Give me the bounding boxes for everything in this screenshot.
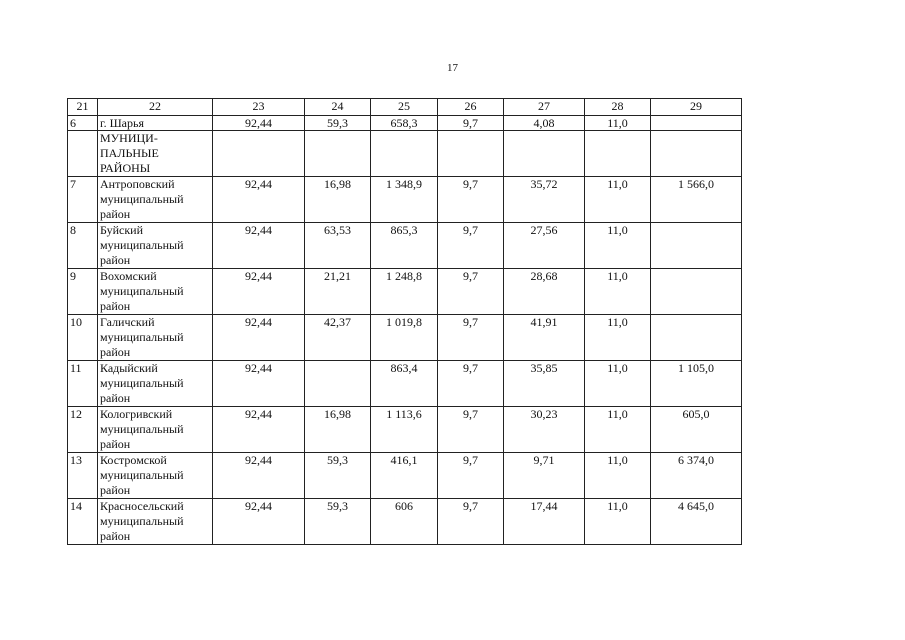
table-row (68, 499, 742, 545)
value-cell (585, 131, 651, 177)
row-number-cell (68, 131, 98, 177)
value-cell: 865,3 (371, 223, 438, 269)
value-cell: 1 566,0 (651, 177, 742, 223)
value-cell (504, 131, 585, 177)
value-cell: 9,7 (438, 223, 504, 269)
value-cell: 92,44 (213, 453, 305, 499)
value-cell: 9,7 (438, 407, 504, 453)
value-cell (651, 116, 742, 131)
value-cell: 35,72 (504, 177, 585, 223)
value-cell: 9,7 (438, 177, 504, 223)
row-number-cell: 9 (68, 269, 98, 315)
value-cell: 92,44 (213, 315, 305, 361)
value-cell: 11,0 (585, 269, 651, 315)
value-cell: 92,44 (213, 177, 305, 223)
value-cell: 9,7 (438, 499, 504, 545)
value-cell (651, 315, 742, 361)
header-cell: 24 (305, 99, 371, 116)
value-cell: 1 348,9 (371, 177, 438, 223)
value-cell: 92,44 (213, 269, 305, 315)
table-row (68, 315, 742, 361)
value-cell (651, 223, 742, 269)
value-cell (305, 131, 371, 177)
value-cell: 9,7 (438, 116, 504, 131)
header-row (68, 99, 742, 116)
value-cell: 63,53 (305, 223, 371, 269)
value-cell: 11,0 (585, 223, 651, 269)
district-name-cell: Кадыйский муниципальный район (98, 361, 213, 407)
row-number-cell: 12 (68, 407, 98, 453)
value-cell: 1 105,0 (651, 361, 742, 407)
table-row (68, 177, 742, 223)
row-number-cell: 13 (68, 453, 98, 499)
value-cell: 16,98 (305, 177, 371, 223)
value-cell: 11,0 (585, 315, 651, 361)
value-cell: 27,56 (504, 223, 585, 269)
value-cell: 92,44 (213, 407, 305, 453)
row-number-cell: 6 (68, 116, 98, 131)
data-table (67, 98, 742, 545)
value-cell: 11,0 (585, 361, 651, 407)
value-cell: 6 374,0 (651, 453, 742, 499)
value-cell (651, 131, 742, 177)
district-name-cell: Красносельский муниципальный район (98, 499, 213, 545)
value-cell: 92,44 (213, 361, 305, 407)
value-cell: 92,44 (213, 223, 305, 269)
district-name-cell: г. Шарья (98, 116, 213, 131)
section-heading-cell: МУНИЦИ- ПАЛЬНЫЕ РАЙОНЫ (98, 131, 213, 177)
value-cell (438, 131, 504, 177)
header-cell: 28 (585, 99, 651, 116)
district-name-cell: Буйский муниципальный район (98, 223, 213, 269)
page-number: 17 (447, 62, 458, 74)
value-cell: 16,98 (305, 407, 371, 453)
row-number-cell: 10 (68, 315, 98, 361)
header-cell: 26 (438, 99, 504, 116)
value-cell: 17,44 (504, 499, 585, 545)
value-cell: 863,4 (371, 361, 438, 407)
value-cell: 59,3 (305, 499, 371, 545)
value-cell: 59,3 (305, 453, 371, 499)
district-name-cell: Антроповский муниципальный район (98, 177, 213, 223)
district-name-cell: Галичский муниципальный район (98, 315, 213, 361)
district-name-cell: Вохомский муниципальный район (98, 269, 213, 315)
header-cell: 25 (371, 99, 438, 116)
value-cell: 11,0 (585, 116, 651, 131)
value-cell: 9,7 (438, 361, 504, 407)
table-row (68, 131, 742, 177)
value-cell: 11,0 (585, 499, 651, 545)
table-row (68, 361, 742, 407)
header-cell: 21 (68, 99, 98, 116)
value-cell (371, 131, 438, 177)
table-row (68, 116, 742, 131)
value-cell: 9,7 (438, 315, 504, 361)
value-cell: 4 645,0 (651, 499, 742, 545)
value-cell: 92,44 (213, 116, 305, 131)
value-cell: 9,7 (438, 453, 504, 499)
row-number-cell: 14 (68, 499, 98, 545)
table-row (68, 453, 742, 499)
table-row (68, 407, 742, 453)
row-number-cell: 7 (68, 177, 98, 223)
value-cell: 11,0 (585, 407, 651, 453)
value-cell: 658,3 (371, 116, 438, 131)
value-cell: 28,68 (504, 269, 585, 315)
value-cell: 1 248,8 (371, 269, 438, 315)
row-number-cell: 8 (68, 223, 98, 269)
header-cell: 29 (651, 99, 742, 116)
row-number-cell: 11 (68, 361, 98, 407)
value-cell: 4,08 (504, 116, 585, 131)
value-cell: 41,91 (504, 315, 585, 361)
value-cell: 1 113,6 (371, 407, 438, 453)
table-row (68, 223, 742, 269)
value-cell (651, 269, 742, 315)
value-cell: 42,37 (305, 315, 371, 361)
value-cell: 92,44 (213, 499, 305, 545)
value-cell: 9,71 (504, 453, 585, 499)
value-cell: 21,21 (305, 269, 371, 315)
value-cell: 35,85 (504, 361, 585, 407)
value-cell: 59,3 (305, 116, 371, 131)
value-cell: 9,7 (438, 269, 504, 315)
header-cell: 22 (98, 99, 213, 116)
value-cell: 606 (371, 499, 438, 545)
value-cell: 11,0 (585, 453, 651, 499)
value-cell: 11,0 (585, 177, 651, 223)
header-cell: 23 (213, 99, 305, 116)
district-name-cell: Кологривский муниципальный район (98, 407, 213, 453)
value-cell: 30,23 (504, 407, 585, 453)
value-cell (213, 131, 305, 177)
table-row (68, 269, 742, 315)
value-cell: 605,0 (651, 407, 742, 453)
header-cell: 27 (504, 99, 585, 116)
value-cell: 416,1 (371, 453, 438, 499)
value-cell (305, 361, 371, 407)
district-name-cell: Костромской муниципальный район (98, 453, 213, 499)
value-cell: 1 019,8 (371, 315, 438, 361)
